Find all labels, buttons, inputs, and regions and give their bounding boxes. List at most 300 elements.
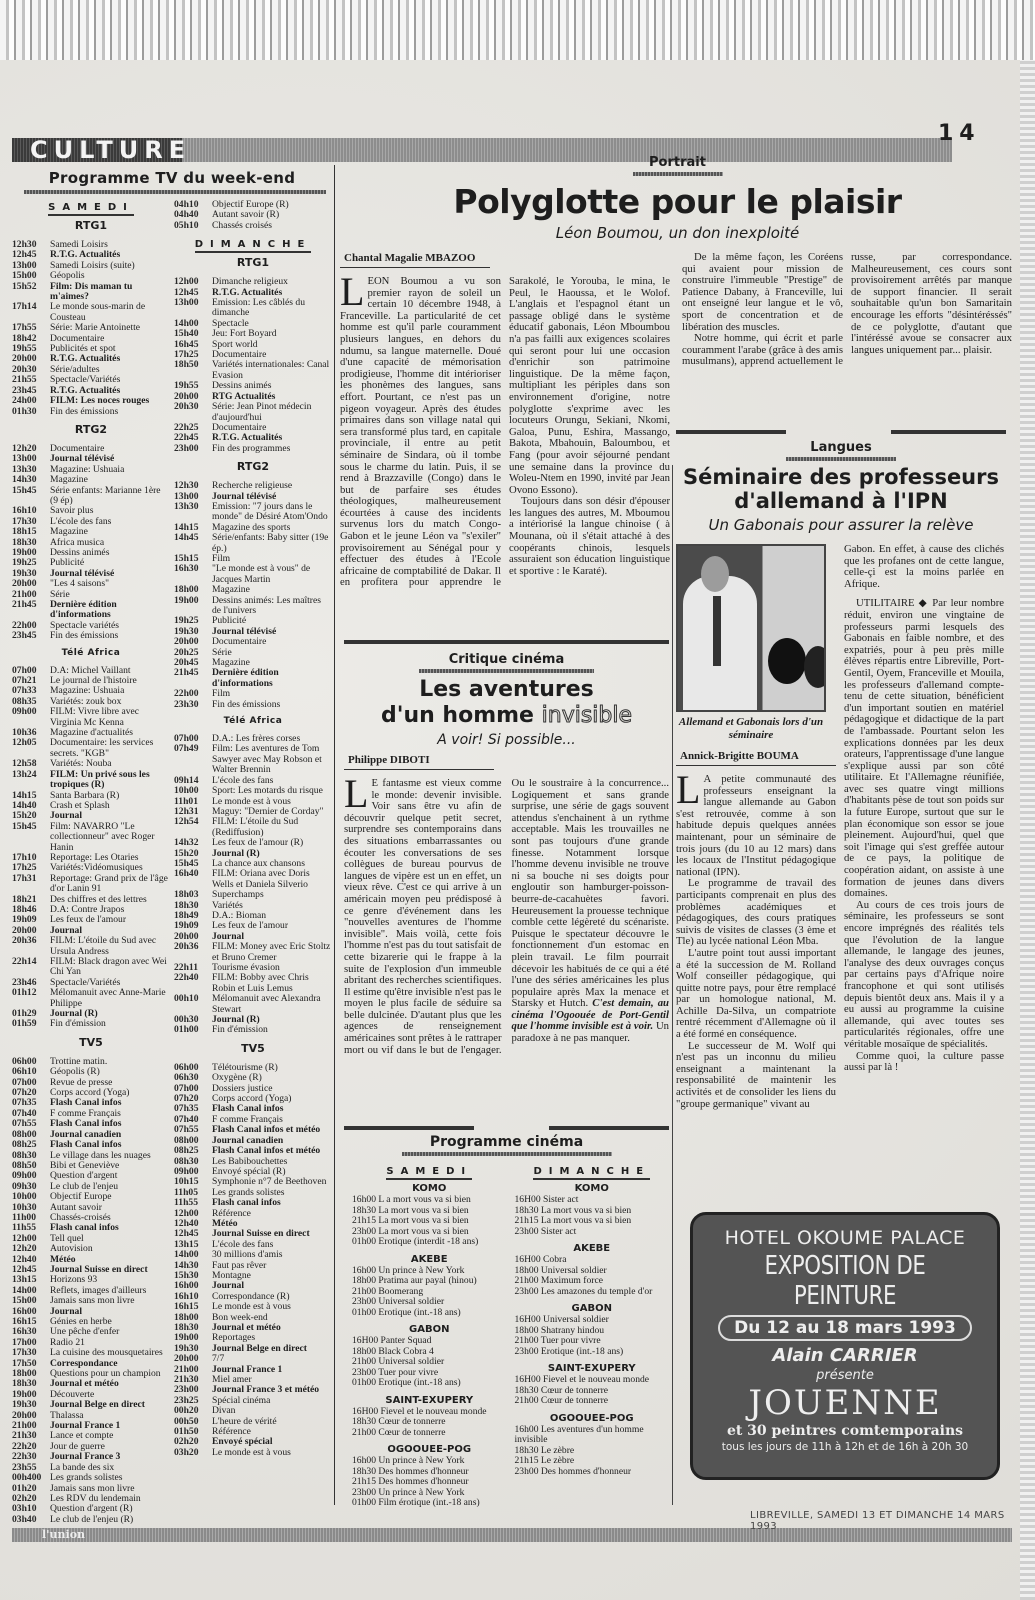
program-name: Flash Canal infos [50, 1139, 122, 1151]
program-name: Jamais sans mon livre [50, 1295, 135, 1307]
program-name: FILM: Money avec Eric Stoltz et Bruno Cremer [212, 941, 331, 963]
program-name: Le monde sous-marin de Cousteau [50, 301, 146, 323]
program-name: Journal (R) [50, 1008, 98, 1020]
program-time: 20h36 [174, 941, 199, 953]
program-name: Emission: Les câblés du dimanche [212, 297, 305, 319]
screening-row: 21h00 Boomerang [352, 1285, 424, 1297]
program-name: Fin des émissions [212, 698, 281, 710]
program-name: Flash Canal infos [50, 1118, 122, 1130]
screening-row: 21h00 Cœur de tonnerre [514, 1395, 609, 1406]
program-time: 22h45 [174, 432, 199, 444]
program-name: Mélomanuit avec Anne-Marie Philippe [50, 987, 166, 1009]
program-name: Divan [212, 1405, 236, 1417]
program-name: Géopolis [50, 270, 85, 282]
program-name: Savoir plus [50, 505, 94, 517]
program-name: Météo [50, 1253, 76, 1265]
program-time: 21h00 [12, 1420, 37, 1432]
program-name: Flash Canal infos [212, 1103, 284, 1115]
program-name: Envoyé spécial (R) [212, 1165, 286, 1177]
screening-row: 23h00 Sister act [514, 1225, 577, 1237]
screening-row: 18h30 Le zèbre [514, 1444, 575, 1456]
program-time: 23h45 [12, 384, 37, 396]
program-time: 21h00 [174, 1363, 199, 1375]
program-name: Le monde est à vous [212, 1301, 291, 1313]
program-time: 16h10 [174, 1290, 199, 1302]
program-row [12, 738, 170, 759]
program-name: Dessins animés [212, 380, 272, 392]
program-name: Dernière édition d'informations [212, 667, 279, 689]
program-name: Les RDV du lendemain [50, 1492, 141, 1504]
program-name: Publicité [212, 615, 247, 627]
program-time: 14h45 [174, 532, 199, 544]
program-time: 10h00 [174, 785, 199, 797]
program-time: 16h15 [174, 1301, 199, 1313]
program-row [174, 502, 332, 523]
program-name: Africa musica [50, 536, 105, 548]
screening-row: 21h00 Universal soldier [352, 1356, 445, 1367]
screening-row: 23h00 Un prince à New York [352, 1486, 465, 1498]
program-time: 18h49 [174, 909, 199, 921]
tv-programme-title: Programme TV du week-end [48, 169, 296, 187]
program-name: R.T.G. Actualités [50, 353, 121, 365]
program-name: Les Babibouchettes [212, 1155, 288, 1167]
program-time: 22h25 [174, 421, 199, 433]
portrait-headline: Polyglotte pour le plaisir [453, 182, 902, 221]
program-name: Variétés:Vidéomusiques [50, 862, 143, 874]
program-name: Le village dans les nuages [50, 1149, 151, 1161]
program-name: F comme Français [50, 1107, 121, 1119]
program-time: 13h30 [174, 500, 199, 512]
program-time: 14h00 [174, 1249, 199, 1261]
program-name: Fin d'émission [212, 1024, 268, 1036]
program-name: Magazine d'actualités [50, 727, 133, 739]
screening-row: 23h00 Erotique (int.-18 ans) [514, 1345, 624, 1357]
program-time: 07h20 [174, 1093, 199, 1105]
program-row [12, 396, 170, 406]
program-time: 13h15 [12, 1274, 37, 1286]
program-time: 16h40 [174, 868, 199, 880]
program-name: Géopolis (R) [50, 1066, 100, 1078]
program-name: Dernière édition d'informations [50, 599, 117, 621]
program-name: FILM: Black dragon avec Wei Chi Yan [50, 956, 167, 978]
program-name: Flash canal infos [50, 1222, 119, 1234]
program-name: Journal Belge en direct [50, 1399, 145, 1411]
program-name: Génies en herbe [50, 1316, 112, 1327]
program-row [174, 481, 332, 491]
program-name: Journal France 1 [50, 1420, 121, 1432]
program-time: 12h45 [174, 1228, 199, 1240]
channel-heading: RTG2 [236, 460, 270, 474]
program-time: 20h00 [174, 390, 199, 402]
program-time: 16h00 [174, 1280, 199, 1292]
program-name: Magazine: Ushuaia [50, 463, 125, 475]
program-time: 12h54 [174, 816, 199, 828]
day-heading-sunday: DIMANCHE [174, 239, 332, 250]
program-name: Question d'argent [50, 1170, 118, 1182]
cinema-sunday [507, 1164, 670, 1509]
program-name: Reportage: Les Otaries [50, 851, 139, 863]
newspaper-logo: l'union [42, 1528, 86, 1541]
program-name: Flash canal infos [212, 1197, 281, 1209]
program-name: Recherche religieuse [212, 480, 293, 492]
program-time: 13h00 [174, 490, 199, 502]
ad-hours: tous les jours de 11h à 12h et de 16h à 20h 30 [721, 1441, 969, 1453]
program-time: 23h45 [12, 630, 37, 642]
ad-artist: Alain CARRIER [772, 1345, 918, 1366]
channel-heading: RTG1 [236, 256, 270, 270]
screening-row: 01h00 Film érotique (int.-18 ans) [352, 1497, 480, 1508]
program-name: Jamais sans mon livre [50, 1482, 135, 1494]
program-name: F comme Français [212, 1113, 283, 1125]
program-time: 04h40 [174, 209, 199, 221]
program-time: 20h00 [12, 578, 37, 590]
program-name: FILM: Oriana avec Doris Wells et Daniela Silverio [212, 868, 310, 890]
cinema-venue: OGOOUEE-POG [387, 1444, 472, 1455]
program-name: Spécial cinéma [212, 1394, 271, 1406]
program-name: Télétourisme (R) [212, 1061, 278, 1073]
program-row [174, 1146, 332, 1156]
program-time: 18h30 [174, 899, 199, 911]
program-name: D.A: Michel Vaillant [50, 664, 131, 676]
program-time: 10h00 [12, 1191, 37, 1203]
program-time: 19h00 [12, 1388, 37, 1400]
program-time: 18h00 [174, 584, 199, 596]
program-name: 30 millions d'amis [212, 1249, 283, 1261]
program-row [12, 1515, 170, 1525]
program-name: FILM: Les noces rouges [50, 395, 150, 407]
cinema-venue: AKEBE [573, 1243, 611, 1254]
program-time: 09h00 [12, 706, 37, 718]
program-time: 07h00 [174, 733, 199, 745]
program-name: Les grands solistes [212, 1186, 285, 1198]
screening-row: 16h00 Un prince à New York [352, 1264, 465, 1276]
program-row [12, 936, 170, 957]
program-time: 08h25 [12, 1139, 37, 1151]
cinema-venue: SAINT-EXUPERY [385, 1394, 474, 1406]
program-row [12, 1140, 170, 1150]
program-name: FILM: L'étoile du Sud (Rediffusion) [212, 816, 299, 838]
program-time: 15h45 [174, 857, 199, 869]
program-time: 13h24 [12, 768, 37, 780]
program-name: Flash Canal infos [50, 1097, 122, 1109]
program-time: 22h20 [12, 1440, 37, 1452]
program-name: Objectif Europe [50, 1191, 112, 1203]
program-time: 19h00 [174, 594, 199, 606]
seminar-photo [676, 544, 826, 712]
program-time: 06h10 [12, 1066, 37, 1078]
program-name: Série: Marie Antoinette [50, 322, 141, 334]
program-time: 12h00 [174, 1207, 199, 1219]
program-row [174, 1250, 332, 1260]
screening-row: 16H00 Universal soldier [514, 1314, 609, 1325]
program-time: 00h30 [174, 1014, 199, 1026]
program-time: 12h31 [174, 805, 199, 817]
program-time: 15h45 [12, 484, 37, 496]
program-time: 11h55 [12, 1222, 36, 1234]
program-time: 14h40 [12, 799, 37, 811]
program-time: 08h00 [174, 1134, 199, 1146]
program-time: 15h00 [12, 270, 37, 282]
program-row [12, 770, 170, 791]
program-time: 07h00 [174, 1082, 199, 1094]
program-name: Sport: Les motards du risque [212, 785, 323, 797]
program-time: 16h30 [12, 1326, 37, 1338]
program-time: 08h00 [12, 1128, 37, 1140]
program-name: Journal télévisé [50, 567, 115, 579]
screening-row: 18h30 La mort vous va si bien [514, 1204, 632, 1216]
program-name: Emission: "7 jours dans le monde" de Désiré Atom'Ondo [212, 500, 328, 523]
program-name: FILM: Vivre libre avec Virginia Mc Kenna [50, 706, 140, 728]
screening-row: 18h30 Cœur de tonnerre [352, 1416, 446, 1427]
program-time: 12h05 [12, 737, 37, 749]
program-time: 18h03 [174, 889, 199, 901]
program-time: 02h20 [12, 1492, 37, 1504]
program-time: 23h25 [174, 1394, 199, 1406]
cinema-venue: GABON [571, 1303, 612, 1314]
program-time: 12h30 [174, 480, 199, 492]
program-name: Envoyé spécial [212, 1436, 273, 1448]
program-name: Spectacle/Variétés [50, 976, 121, 988]
screening-row: 16h00 L a mort vous va si bien [352, 1194, 471, 1205]
program-time: 15h20 [174, 847, 199, 859]
ad-hotel: HOTEL OKOUME PALACE [724, 1227, 966, 1249]
program-name: Journal Suisse en direct [50, 1263, 148, 1275]
program-time: 22h30 [12, 1451, 37, 1463]
program-name: Météo [212, 1217, 238, 1229]
program-row [12, 1244, 170, 1254]
program-time: 22h11 [174, 962, 198, 973]
program-name: Jour de guerre [50, 1440, 105, 1452]
program-name: Radio 21 [50, 1336, 85, 1348]
screening-row: 01h00 Erotique (int.-18 ans) [352, 1377, 461, 1388]
program-time: 14h32 [174, 837, 199, 849]
screening-row: 18h00 Pratima aur payal (hinou) [352, 1275, 477, 1286]
program-time: 17h30 [12, 1347, 37, 1359]
program-time: 15h15 [174, 552, 199, 564]
program-time: 01h12 [12, 987, 37, 999]
program-time: 16h15 [12, 1316, 37, 1327]
program-name: Journal Belge en direct [212, 1342, 307, 1354]
program-name: Samedi Loisirs [50, 239, 108, 250]
screening-row: 21h00 Cœur de tonnerre [352, 1426, 446, 1438]
program-name: D.A.: Les frères corses [212, 733, 301, 745]
program-time: 21h45 [12, 599, 37, 610]
program-time: 10h30 [12, 1201, 37, 1213]
program-row [12, 475, 170, 485]
program-name: Documentaire [212, 349, 267, 361]
program-time: 01h59 [12, 1018, 37, 1030]
screening-row: 23h00 Des hommes d'honneur [514, 1465, 632, 1477]
program-time: 20h00 [12, 924, 37, 936]
program-name: Jeu: Fort Boyard [212, 328, 277, 340]
program-name: Dessins animés: Les maîtres de l'univers [212, 594, 321, 616]
program-name: R.T.G. Actualités [50, 249, 121, 261]
program-name: Question d'argent (R) [50, 1503, 133, 1515]
program-time: 19h30 [12, 567, 37, 579]
program-name: Journal France 3 et météo [212, 1384, 320, 1396]
program-name: R.T.G. Actualités [212, 432, 283, 444]
program-name: FILM: L'étoile du Sud avec Ursula Andress [50, 935, 157, 957]
program-time: 07h55 [12, 1118, 37, 1130]
program-name: Chassés-croisés [50, 1211, 111, 1223]
program-name: Film: Dis maman tu m'aimes? [50, 280, 133, 303]
program-time: 12h40 [12, 1253, 37, 1265]
day-heading-sunday: DIMANCHE [515, 1166, 670, 1177]
program-time: 20h00 [12, 353, 37, 365]
exhibition-ad [690, 1212, 1000, 1480]
program-name: R.T.G. Actualités [50, 384, 121, 396]
program-name: L'école des fans [212, 1238, 274, 1250]
program-time: 14h30 [12, 474, 37, 486]
program-name: Spectacle [212, 317, 249, 329]
column-divider [334, 165, 335, 1505]
program-name: Série [212, 646, 232, 658]
cinema-venue: AKEBE [410, 1253, 448, 1265]
program-name: Publicité [50, 557, 85, 569]
program-time: 14h15 [12, 789, 37, 801]
cinema-saturday [344, 1164, 507, 1509]
program-time: 00h10 [174, 993, 199, 1005]
langues-body-right: Gabon. En effet, à cause des clichés que les profanes ont de cette langue, celle-çi est la moins parlée en Afrique. UTILITAIRE ◆ Par leur nombre réduit, environ une vingtaine de professeurs parmi lesquels des Gabonais en faible nombre, et des expatriés, pour à peu près mille élèves répartis entre Libreville, Port-Gentil, Oyem, Franceville et Mouila, les professeurs d'allemand compte-tenu de cette situation, bénéficient d'un important soutien en matériel pédagogique et didactique de la part de l'ambassade. Pourtant selon les explications données par les deux orateurs, l'apprentissage d'une langue s'explique aussi par son côté utilitaire. Et l'Allemagne réunifiée, avec ses quatre vingt millions d'habitants pèse de tout son poids sur la future Europe, surtout que sur le plan économique son essor se joue pleinement. Aujourd'hui, quel que soit l'image qui s'est greffée autour de ce pays, la politique de coopération aidant, on assiste à une formation de jeunes dans divers domaines. Au cours de ces trois jours de séminaire, les professeurs se sont encore imprégnés des réalités tels que l'évolution de la langue allemande, le langage des jeunes, l'analyse des deux ouvrages conçus par certains pays d'Afrique noire francophone et qui sont utilisés depuis bientôt deux ans. Mais il y a eu aussi au programme la cuisine allemande, qui avec toutes ses particularités régionales, offre une véritable mosaïque de spécialités. Comme quoi, la culture passe aussi par là ! [844, 543, 1004, 1074]
program-time: 05h10 [174, 219, 199, 231]
program-name: D.A: Contre Jrapos [50, 903, 125, 915]
program-time: 12h00 [12, 1232, 37, 1244]
program-time: 07h21 [12, 675, 37, 687]
program-row [174, 700, 332, 710]
screening-row: 18h30 Cœur de tonnerre [514, 1384, 609, 1396]
program-name: Fin des programmes [212, 442, 291, 454]
program-time: 09h30 [12, 1180, 37, 1192]
program-name: Référence [212, 1426, 251, 1438]
screening-row: 16H00 Fievel et le nouveau monde [514, 1374, 650, 1385]
program-name: Maguy: "Dernier de Corday" [212, 805, 324, 817]
program-time: 07h00 [12, 664, 37, 676]
program-name: R.T.G. Actualités [212, 286, 283, 298]
channel-heading: TV5 [241, 1041, 265, 1055]
program-time: 06h00 [174, 1061, 199, 1073]
program-time: 17h00 [12, 1336, 37, 1348]
channel-heading: RTG2 [74, 422, 108, 436]
program-time: 07h40 [12, 1107, 37, 1119]
screening-row: 18h30 La mort vous va si bien [352, 1204, 469, 1216]
program-time: 12h20 [12, 1243, 37, 1255]
program-time: 20h45 [174, 657, 199, 669]
program-name: Fin des émissions [50, 405, 119, 417]
program-name: Magazine [212, 657, 250, 669]
program-name: Corps accord (Yoga) [50, 1087, 130, 1099]
program-row [174, 786, 332, 796]
program-name: Documentaire [50, 442, 105, 454]
program-time: 01h29 [12, 1008, 37, 1020]
program-time: 15h30 [174, 1269, 199, 1281]
program-time: 15h52 [12, 280, 37, 292]
critique-kicker: Critique cinéma [448, 652, 565, 667]
program-name: Montagne [212, 1269, 251, 1281]
langues-body-left: L A petite communauté des professeurs enseignant la langue allemande au Gabon s'est retrouvée, comme à son habitude depuis quelques années maintenant, pour un séminaire de trois jours (du 10 au 12 mars) dans les locaux de l'Institut pédagogique national (IPN). Le programme de travail des participants comprenait en plus des problèmes académiques et pédagogiques, des cours pratiques suivis de visites de classes (3 ème et Tle) au lycée national Léon Mba. L'autre point tout aussi important a été la succession de M. Rolland Wolf conseiller pédagogique, qui quitte notre pays, pour être remplacé par un homologue national, M. Achille Da-Silva, un compatriote rentré récemment d'Allemagne où il a été formé en conséquence. Le successeur de M. Wolf qui n'est pas un inconnu du milieu enseignant a maintenant la responsabilité de maintenir les activités et de consolider les liens du "groupe germanique" vivant au [676, 767, 836, 1110]
program-row [12, 988, 170, 1009]
page-number: 14 [938, 121, 981, 146]
program-time: 23h55 [12, 1461, 37, 1473]
screening-row: 16H00 Sister act [514, 1194, 579, 1205]
program-name: Série: Jean Pinot médecin d'aujourd'hui [212, 401, 312, 423]
portrait-body-continued: De la même façon, les Coréens qui avaient pour mission de construire l'immeuble "Prestige" de Patience Dabany, à Franceville, lui ont enseigné leur langue et le vô, sport de concentration et de libération des muscles. Notre homme, qui écrit et parle couramment l'arabe (grâce à des amis musulmans), apprend actuellement le russe, par correspondance. Malheureusement, ces cours sont provisoirement arrêtés par manque de support financier. Il serait souhaitable qu'un bon Samaritain encourage les efforts "désintéréssés" de ce polyglotte, d'autant que l'intéréssé avoue se consacrer aux langues uniquement par... plaisir. [682, 251, 1012, 368]
program-name: Santa Barbara (R) [50, 789, 120, 801]
program-time: 00h20 [174, 1405, 199, 1417]
program-time: 19h09 [12, 914, 37, 926]
program-time: 07h20 [12, 1087, 37, 1099]
day-heading-saturday: SAMEDI [12, 202, 170, 213]
program-row [174, 402, 332, 423]
screening-row: 21h00 Maximum force [514, 1275, 603, 1286]
program-time: 16h30 [174, 563, 199, 575]
program-time: 08h25 [174, 1145, 199, 1157]
program-name: Référence [212, 1207, 251, 1219]
program-name: Film [212, 552, 231, 564]
program-time: 03h40 [12, 1513, 37, 1525]
program-name: Documentaire: les services secrets. "KGB" [50, 737, 154, 759]
program-time: 19h30 [174, 1342, 199, 1354]
program-name: Journal (R) [212, 847, 260, 859]
screening-row: 18h00 Black Cobra 4 [352, 1345, 434, 1357]
program-name: Variétés: zouk box [50, 695, 122, 707]
program-time: 07h40 [174, 1113, 199, 1125]
program-time: 12h45 [174, 286, 199, 298]
program-name: Journal canadien [50, 1128, 122, 1140]
screening-row: 23h00 Tuer pour vivre [352, 1366, 439, 1378]
program-name: Reportages [212, 1332, 256, 1344]
program-row [12, 957, 170, 978]
cinema-venue: KOMO [412, 1183, 447, 1194]
program-name: Autant savoir (R) [212, 209, 280, 221]
critique-byline: Philippe DIBOTI [344, 754, 494, 770]
program-time: 20h00 [174, 636, 199, 648]
program-name: Variétés: Nouba [50, 758, 112, 770]
program-name: Lance et compte [50, 1430, 114, 1442]
program-time: 21h00 [12, 588, 37, 600]
program-time: 20h25 [174, 646, 199, 658]
screening-row: 18h00 Universal soldier [514, 1264, 607, 1276]
program-name: Journal Suisse en direct [212, 1228, 310, 1240]
program-time: 12h45 [12, 1263, 37, 1275]
critique-headline: Les aventures d'un homme invisible [380, 677, 633, 728]
ad-others: et 30 peintres comtemporains [726, 1423, 964, 1439]
langues-headline: Séminaire des professeurs d'allemand à l'IPN [682, 465, 999, 513]
program-name: Magazine: Ushuaia [50, 685, 125, 697]
program-name: Autant savoir [50, 1201, 102, 1213]
program-time: 23h46 [12, 976, 37, 988]
program-row [174, 444, 332, 454]
program-row [12, 600, 170, 621]
channel-heading: Télé Africa [223, 716, 283, 727]
program-name: Série enfants: Marianne 1ère (9 ép) [50, 484, 161, 506]
program-name: Journal [212, 930, 244, 942]
tv-column-left [12, 200, 170, 1525]
program-row [12, 1019, 170, 1029]
program-name: Reflets, images d'ailleurs [50, 1284, 147, 1296]
program-name: Thalassa [50, 1409, 84, 1421]
portrait-byline: Chantal Magalie MBAZOO [340, 252, 490, 268]
portrait-subhead: Léon Boumou, un don inexploité [555, 224, 800, 242]
program-time: 14h00 [174, 317, 199, 329]
program-row [174, 564, 332, 585]
program-name: Une pêche d'enfer [50, 1326, 120, 1338]
program-time: 16h10 [12, 505, 37, 517]
program-row [174, 1025, 332, 1035]
program-time: 23h00 [174, 442, 199, 454]
program-time: 24h00 [12, 395, 37, 407]
program-time: 14h30 [174, 1259, 199, 1271]
program-name: Journal [50, 810, 82, 822]
